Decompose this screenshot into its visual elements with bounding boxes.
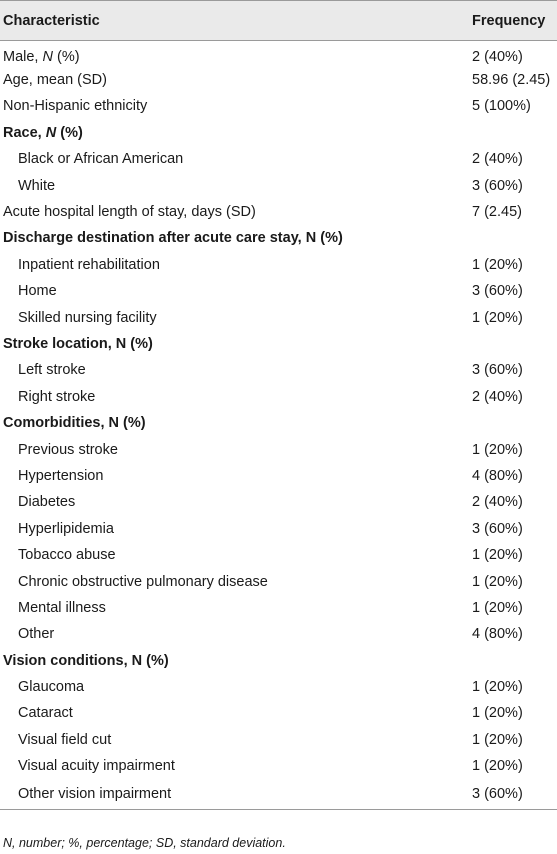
- row-label: [0, 463, 472, 489]
- row-label-text: Age, mean (SD): [3, 72, 107, 89]
- table-row: [0, 172, 557, 198]
- row-frequency: 2 (40%): [472, 48, 523, 65]
- row-label-text: Diabetes: [18, 494, 76, 511]
- table-row: [0, 252, 557, 278]
- row-label-text: Vision conditions, N (%): [3, 652, 169, 669]
- row-label-text: Chronic obstructive pulmonary disease: [18, 573, 268, 590]
- row-label: [0, 674, 472, 700]
- row-label-text: Skilled nursing facility: [18, 309, 157, 326]
- row-label: [0, 278, 472, 304]
- table-row: [0, 595, 557, 621]
- row-frequency: 2 (40%): [472, 151, 523, 168]
- row-label: [0, 621, 472, 647]
- row-frequency: 1 (20%): [472, 441, 523, 458]
- row-frequency: 4 (80%): [472, 467, 523, 484]
- header-characteristic: Characteristic: [0, 1, 472, 41]
- table-row: [0, 304, 557, 330]
- row-label-text: Cataract: [18, 705, 73, 722]
- row-label: [0, 779, 472, 809]
- row-label: [0, 146, 472, 172]
- table-body: [0, 41, 557, 810]
- table-row: [0, 568, 557, 594]
- row-label: [0, 304, 472, 330]
- row-frequency: 4 (80%): [472, 626, 523, 643]
- table-row: [0, 516, 557, 542]
- row-label-text: Black or African American: [18, 151, 184, 168]
- row-label-italic: N: [45, 124, 57, 141]
- row-label-text: Hyperlipidemia: [18, 520, 114, 537]
- row-frequency: 1 (20%): [472, 547, 523, 564]
- row-frequency: 1 (20%): [472, 256, 523, 273]
- row-frequency: 1 (20%): [472, 679, 523, 696]
- row-label: [0, 647, 472, 673]
- section-heading-row: [0, 225, 557, 251]
- row-frequency: [472, 120, 557, 146]
- table-row: [0, 436, 557, 462]
- table-row: [0, 67, 557, 93]
- table-row: [0, 278, 557, 304]
- row-label: [0, 568, 472, 594]
- row-label-text: Other vision impairment: [18, 786, 172, 803]
- section-heading-row: [0, 410, 557, 436]
- row-label-text: Glaucoma: [18, 679, 85, 696]
- table-footnote: N, number; %, percentage; SD, standard deviation.: [3, 836, 286, 850]
- row-frequency: [472, 410, 557, 436]
- table-row: [0, 621, 557, 647]
- row-label: [0, 67, 472, 93]
- table-row: [0, 199, 557, 225]
- table-row: [0, 542, 557, 568]
- row-frequency: 3 (60%): [472, 779, 557, 809]
- row-label-text: Mental illness: [18, 599, 106, 616]
- row-label: [0, 595, 472, 621]
- row-label: [0, 252, 472, 278]
- table-row: [0, 41, 557, 67]
- row-label-suffix: (%): [52, 48, 80, 65]
- row-label-text: Stroke location, N (%): [3, 335, 153, 352]
- table-row: [0, 357, 557, 383]
- row-label-text: Tobacco abuse: [18, 547, 116, 564]
- table-row: [0, 463, 557, 489]
- row-label-text: Male,: [3, 48, 43, 65]
- row-frequency: 3 (60%): [472, 283, 523, 300]
- row-label: [0, 357, 472, 383]
- row-frequency: [472, 331, 557, 357]
- row-label: [0, 225, 472, 251]
- table-row: [0, 753, 557, 779]
- row-label: [0, 93, 472, 119]
- header-frequency: Frequency: [472, 1, 557, 41]
- row-label: [0, 542, 472, 568]
- row-label-text: Home: [18, 283, 57, 300]
- row-label: [0, 700, 472, 726]
- row-label-text: Other: [18, 626, 55, 643]
- row-label: [0, 516, 472, 542]
- row-frequency: 7 (2.45): [472, 204, 522, 221]
- row-label: [0, 410, 472, 436]
- row-frequency: 3 (60%): [472, 520, 523, 537]
- row-label-text: Hypertension: [18, 467, 104, 484]
- table-row: [0, 727, 557, 753]
- row-frequency: 1 (20%): [472, 731, 523, 748]
- section-heading-row: [0, 120, 557, 146]
- row-frequency: 1 (20%): [472, 758, 523, 775]
- row-label-text: Right stroke: [18, 388, 96, 405]
- row-frequency: [472, 225, 557, 251]
- table-row: [0, 93, 557, 119]
- row-label-text: Visual acuity impairment: [18, 758, 175, 775]
- section-heading-row: [0, 647, 557, 673]
- row-frequency: 5 (100%): [472, 98, 531, 115]
- row-label-text: Visual field cut: [18, 731, 112, 748]
- row-label: [0, 172, 472, 198]
- table-row: [0, 700, 557, 726]
- row-label-suffix: (%): [56, 124, 83, 141]
- row-frequency: 1 (20%): [472, 309, 523, 326]
- row-label-text: Acute hospital length of stay, days (SD): [3, 204, 256, 221]
- section-heading-row: [0, 331, 557, 357]
- table-header-row: [0, 1, 557, 41]
- row-label: [0, 199, 472, 225]
- row-label-text: Discharge destination after acute care stay, N (%): [3, 230, 343, 247]
- row-frequency: [472, 647, 557, 673]
- table-row: [0, 384, 557, 410]
- row-label-text: White: [18, 177, 56, 194]
- row-frequency: 1 (20%): [472, 599, 523, 616]
- row-label-text: Inpatient rehabilitation: [18, 256, 160, 273]
- row-frequency: 2 (40%): [472, 388, 523, 405]
- row-frequency: 3 (60%): [472, 177, 523, 194]
- table-row: [0, 674, 557, 700]
- row-frequency: 58.96 (2.45): [472, 72, 551, 89]
- row-label: [0, 727, 472, 753]
- row-label-text: Left stroke: [18, 362, 86, 379]
- row-label-text: Comorbidities, N (%): [3, 415, 146, 432]
- row-label-italic: N: [42, 48, 53, 65]
- row-frequency: 1 (20%): [472, 573, 523, 590]
- row-label: [0, 384, 472, 410]
- row-label-text: Race,: [3, 124, 46, 141]
- row-label: [0, 120, 472, 146]
- row-label-text: Non-Hispanic ethnicity: [3, 98, 148, 115]
- row-label: [0, 753, 472, 779]
- table-row: [0, 779, 557, 809]
- table-row: [0, 489, 557, 515]
- row-label: [0, 41, 472, 67]
- row-label-text: Previous stroke: [18, 441, 118, 458]
- row-label: [0, 331, 472, 357]
- row-frequency: 3 (60%): [472, 362, 523, 379]
- table-row: [0, 146, 557, 172]
- row-label: [0, 489, 472, 515]
- row-frequency: 1 (20%): [472, 705, 523, 722]
- row-frequency: 2 (40%): [472, 494, 523, 511]
- row-label: [0, 436, 472, 462]
